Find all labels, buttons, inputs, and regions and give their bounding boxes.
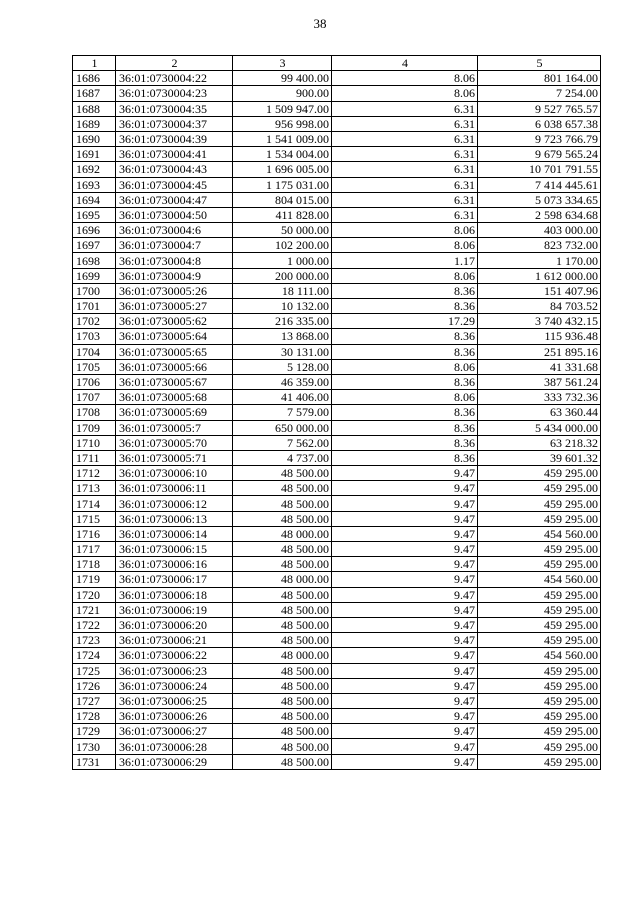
area-cell: 30 131.00 bbox=[233, 344, 332, 359]
area-cell: 99 400.00 bbox=[233, 71, 332, 86]
cadastral-number-cell: 36:01:0730005:27 bbox=[116, 299, 233, 314]
table-row bbox=[73, 86, 601, 101]
rate-cell: 9.47 bbox=[332, 572, 478, 587]
rate-cell: 8.06 bbox=[332, 71, 478, 86]
value-cell: 115 936.48 bbox=[478, 329, 601, 344]
rate-cell: 9.47 bbox=[332, 542, 478, 557]
row-number-cell: 1713 bbox=[73, 481, 116, 496]
value-cell: 459 295.00 bbox=[478, 693, 601, 708]
value-cell: 454 560.00 bbox=[478, 526, 601, 541]
value-cell: 459 295.00 bbox=[478, 739, 601, 754]
row-number-cell: 1692 bbox=[73, 162, 116, 177]
area-cell: 804 015.00 bbox=[233, 192, 332, 207]
cadastral-number-cell: 36:01:0730004:43 bbox=[116, 162, 233, 177]
cadastral-number-cell: 36:01:0730006:15 bbox=[116, 542, 233, 557]
row-number-cell: 1720 bbox=[73, 587, 116, 602]
area-cell: 48 500.00 bbox=[233, 724, 332, 739]
area-cell: 48 500.00 bbox=[233, 602, 332, 617]
value-cell: 9 527 765.57 bbox=[478, 101, 601, 116]
cadastral-number-cell: 36:01:0730006:28 bbox=[116, 739, 233, 754]
row-number-cell: 1700 bbox=[73, 283, 116, 298]
rate-cell: 6.31 bbox=[332, 116, 478, 131]
table-row bbox=[73, 207, 601, 222]
table-header-row bbox=[73, 56, 601, 71]
table-row bbox=[73, 268, 601, 283]
cadastral-number-cell: 36:01:0730005:26 bbox=[116, 283, 233, 298]
cadastral-number-cell: 36:01:0730006:19 bbox=[116, 602, 233, 617]
table-row bbox=[73, 602, 601, 617]
row-number-cell: 1722 bbox=[73, 617, 116, 632]
row-number-cell: 1703 bbox=[73, 329, 116, 344]
area-cell: 650 000.00 bbox=[233, 420, 332, 435]
value-cell: 459 295.00 bbox=[478, 511, 601, 526]
cadastral-number-cell: 36:01:0730006:23 bbox=[116, 663, 233, 678]
rate-cell: 8.36 bbox=[332, 420, 478, 435]
area-cell: 46 359.00 bbox=[233, 374, 332, 389]
area-cell: 48 000.00 bbox=[233, 526, 332, 541]
area-cell: 1 534 004.00 bbox=[233, 147, 332, 162]
area-cell: 48 500.00 bbox=[233, 496, 332, 511]
row-number-cell: 1697 bbox=[73, 238, 116, 253]
area-cell: 7 562.00 bbox=[233, 435, 332, 450]
cadastral-number-cell: 36:01:0730005:62 bbox=[116, 314, 233, 329]
cadastral-number-cell: 36:01:0730004:23 bbox=[116, 86, 233, 101]
rate-cell: 9.47 bbox=[332, 648, 478, 663]
rate-cell: 6.31 bbox=[332, 147, 478, 162]
table-row bbox=[73, 405, 601, 420]
row-number-cell: 1711 bbox=[73, 450, 116, 465]
cadastral-number-cell: 36:01:0730005:70 bbox=[116, 435, 233, 450]
row-number-cell: 1728 bbox=[73, 709, 116, 724]
row-number-cell: 1727 bbox=[73, 693, 116, 708]
cadastral-number-cell: 36:01:0730005:69 bbox=[116, 405, 233, 420]
rate-cell: 8.06 bbox=[332, 223, 478, 238]
rate-cell: 8.06 bbox=[332, 86, 478, 101]
area-cell: 956 998.00 bbox=[233, 116, 332, 131]
row-number-cell: 1730 bbox=[73, 739, 116, 754]
value-cell: 7 414 445.61 bbox=[478, 177, 601, 192]
cadastral-number-cell: 36:01:0730005:66 bbox=[116, 359, 233, 374]
value-cell: 459 295.00 bbox=[478, 481, 601, 496]
rate-cell: 8.36 bbox=[332, 344, 478, 359]
cadastral-number-cell: 36:01:0730004:22 bbox=[116, 71, 233, 86]
cadastral-number-cell: 36:01:0730006:17 bbox=[116, 572, 233, 587]
value-cell: 333 732.36 bbox=[478, 390, 601, 405]
row-number-cell: 1688 bbox=[73, 101, 116, 116]
table-row bbox=[73, 496, 601, 511]
rate-cell: 6.31 bbox=[332, 162, 478, 177]
row-number-cell: 1729 bbox=[73, 724, 116, 739]
rate-cell: 8.06 bbox=[332, 390, 478, 405]
value-cell: 41 331.68 bbox=[478, 359, 601, 374]
rate-cell: 9.47 bbox=[332, 739, 478, 754]
rate-cell: 9.47 bbox=[332, 496, 478, 511]
column-header-2: 2 bbox=[116, 56, 233, 71]
value-cell: 2 598 634.68 bbox=[478, 207, 601, 222]
rate-cell: 9.47 bbox=[332, 557, 478, 572]
row-number-cell: 1710 bbox=[73, 435, 116, 450]
table-row bbox=[73, 724, 601, 739]
column-header-1: 1 bbox=[73, 56, 116, 71]
cadastral-number-cell: 36:01:0730006:18 bbox=[116, 587, 233, 602]
area-cell: 48 500.00 bbox=[233, 709, 332, 724]
rate-cell: 8.06 bbox=[332, 268, 478, 283]
value-cell: 801 164.00 bbox=[478, 71, 601, 86]
area-cell: 48 500.00 bbox=[233, 617, 332, 632]
cadastral-number-cell: 36:01:0730004:45 bbox=[116, 177, 233, 192]
table-row bbox=[73, 283, 601, 298]
column-header-4: 4 bbox=[332, 56, 478, 71]
row-number-cell: 1702 bbox=[73, 314, 116, 329]
cadastral-number-cell: 36:01:0730006:13 bbox=[116, 511, 233, 526]
page-number: 38 bbox=[313, 16, 327, 31]
table-row bbox=[73, 374, 601, 389]
rate-cell: 6.31 bbox=[332, 101, 478, 116]
value-cell: 454 560.00 bbox=[478, 648, 601, 663]
cadastral-number-cell: 36:01:0730004:8 bbox=[116, 253, 233, 268]
row-number-cell: 1715 bbox=[73, 511, 116, 526]
value-cell: 459 295.00 bbox=[478, 496, 601, 511]
table-row bbox=[73, 572, 601, 587]
area-cell: 48 500.00 bbox=[233, 693, 332, 708]
rate-cell: 1.17 bbox=[332, 253, 478, 268]
area-cell: 48 000.00 bbox=[233, 648, 332, 663]
cadastral-number-cell: 36:01:0730006:10 bbox=[116, 466, 233, 481]
rate-cell: 9.47 bbox=[332, 511, 478, 526]
rate-cell: 9.47 bbox=[332, 481, 478, 496]
cadastral-number-cell: 36:01:0730006:12 bbox=[116, 496, 233, 511]
table-row bbox=[73, 390, 601, 405]
cadastral-number-cell: 36:01:0730004:41 bbox=[116, 147, 233, 162]
table-row bbox=[73, 587, 601, 602]
row-number-cell: 1704 bbox=[73, 344, 116, 359]
value-cell: 459 295.00 bbox=[478, 466, 601, 481]
value-cell: 39 601.32 bbox=[478, 450, 601, 465]
cadastral-number-cell: 36:01:0730006:29 bbox=[116, 754, 233, 769]
area-cell: 48 500.00 bbox=[233, 663, 332, 678]
area-cell: 1 696 005.00 bbox=[233, 162, 332, 177]
area-cell: 48 500.00 bbox=[233, 633, 332, 648]
row-number-cell: 1701 bbox=[73, 299, 116, 314]
rate-cell: 9.47 bbox=[332, 709, 478, 724]
value-cell: 459 295.00 bbox=[478, 587, 601, 602]
area-cell: 102 200.00 bbox=[233, 238, 332, 253]
value-cell: 6 038 657.38 bbox=[478, 116, 601, 131]
row-number-cell: 1712 bbox=[73, 466, 116, 481]
row-number-cell: 1686 bbox=[73, 71, 116, 86]
cadastral-number-cell: 36:01:0730004:39 bbox=[116, 131, 233, 146]
row-number-cell: 1695 bbox=[73, 207, 116, 222]
area-cell: 1 000.00 bbox=[233, 253, 332, 268]
row-number-cell: 1707 bbox=[73, 390, 116, 405]
cadastral-number-cell: 36:01:0730005:64 bbox=[116, 329, 233, 344]
table-row bbox=[73, 557, 601, 572]
value-cell: 459 295.00 bbox=[478, 602, 601, 617]
value-cell: 459 295.00 bbox=[478, 557, 601, 572]
row-number-cell: 1718 bbox=[73, 557, 116, 572]
rate-cell: 9.47 bbox=[332, 663, 478, 678]
value-cell: 5 434 000.00 bbox=[478, 420, 601, 435]
table-row bbox=[73, 177, 601, 192]
row-number-cell: 1731 bbox=[73, 754, 116, 769]
table-row bbox=[73, 116, 601, 131]
row-number-cell: 1705 bbox=[73, 359, 116, 374]
table-row bbox=[73, 754, 601, 769]
value-cell: 459 295.00 bbox=[478, 617, 601, 632]
rate-cell: 9.47 bbox=[332, 602, 478, 617]
area-cell: 216 335.00 bbox=[233, 314, 332, 329]
cadastral-number-cell: 36:01:0730005:67 bbox=[116, 374, 233, 389]
area-cell: 48 500.00 bbox=[233, 466, 332, 481]
rate-cell: 8.36 bbox=[332, 329, 478, 344]
row-number-cell: 1699 bbox=[73, 268, 116, 283]
cadastral-number-cell: 36:01:0730004:6 bbox=[116, 223, 233, 238]
column-header-3: 3 bbox=[233, 56, 332, 71]
area-cell: 48 000.00 bbox=[233, 572, 332, 587]
table-row bbox=[73, 633, 601, 648]
value-cell: 823 732.00 bbox=[478, 238, 601, 253]
row-number-cell: 1698 bbox=[73, 253, 116, 268]
row-number-cell: 1690 bbox=[73, 131, 116, 146]
table-row bbox=[73, 314, 601, 329]
rate-cell: 9.47 bbox=[332, 754, 478, 769]
table-row bbox=[73, 709, 601, 724]
area-cell: 50 000.00 bbox=[233, 223, 332, 238]
area-cell: 1 541 009.00 bbox=[233, 131, 332, 146]
area-cell: 18 111.00 bbox=[233, 283, 332, 298]
table-row bbox=[73, 481, 601, 496]
row-number-cell: 1706 bbox=[73, 374, 116, 389]
row-number-cell: 1726 bbox=[73, 678, 116, 693]
row-number-cell: 1716 bbox=[73, 526, 116, 541]
rate-cell: 8.36 bbox=[332, 299, 478, 314]
area-cell: 48 500.00 bbox=[233, 754, 332, 769]
cadastral-number-cell: 36:01:0730004:37 bbox=[116, 116, 233, 131]
row-number-cell: 1687 bbox=[73, 86, 116, 101]
value-cell: 63 218.32 bbox=[478, 435, 601, 450]
area-cell: 1 509 947.00 bbox=[233, 101, 332, 116]
rate-cell: 8.06 bbox=[332, 359, 478, 374]
table-row bbox=[73, 450, 601, 465]
value-cell: 387 561.24 bbox=[478, 374, 601, 389]
row-number-cell: 1724 bbox=[73, 648, 116, 663]
table-row bbox=[73, 663, 601, 678]
table-row bbox=[73, 329, 601, 344]
value-cell: 459 295.00 bbox=[478, 754, 601, 769]
table-row bbox=[73, 511, 601, 526]
cadastral-number-cell: 36:01:0730006:14 bbox=[116, 526, 233, 541]
rate-cell: 9.47 bbox=[332, 678, 478, 693]
value-cell: 459 295.00 bbox=[478, 633, 601, 648]
table-row bbox=[73, 192, 601, 207]
row-number-cell: 1691 bbox=[73, 147, 116, 162]
cadastral-number-cell: 36:01:0730006:24 bbox=[116, 678, 233, 693]
rate-cell: 9.47 bbox=[332, 617, 478, 632]
rate-cell: 8.06 bbox=[332, 238, 478, 253]
cadastral-number-cell: 36:01:0730005:65 bbox=[116, 344, 233, 359]
cadastral-number-cell: 36:01:0730004:7 bbox=[116, 238, 233, 253]
area-cell: 48 500.00 bbox=[233, 739, 332, 754]
table-row bbox=[73, 147, 601, 162]
rate-cell: 8.36 bbox=[332, 450, 478, 465]
area-cell: 48 500.00 bbox=[233, 678, 332, 693]
area-cell: 411 828.00 bbox=[233, 207, 332, 222]
rate-cell: 8.36 bbox=[332, 405, 478, 420]
rate-cell: 9.47 bbox=[332, 526, 478, 541]
row-number-cell: 1708 bbox=[73, 405, 116, 420]
area-cell: 200 000.00 bbox=[233, 268, 332, 283]
table-row bbox=[73, 223, 601, 238]
area-cell: 13 868.00 bbox=[233, 329, 332, 344]
rate-cell: 8.36 bbox=[332, 435, 478, 450]
rate-cell: 8.36 bbox=[332, 283, 478, 298]
value-cell: 454 560.00 bbox=[478, 572, 601, 587]
value-cell: 84 703.52 bbox=[478, 299, 601, 314]
table-row bbox=[73, 131, 601, 146]
table-row bbox=[73, 420, 601, 435]
area-cell: 5 128.00 bbox=[233, 359, 332, 374]
row-number-cell: 1696 bbox=[73, 223, 116, 238]
area-cell: 4 737.00 bbox=[233, 450, 332, 465]
value-cell: 459 295.00 bbox=[478, 709, 601, 724]
area-cell: 48 500.00 bbox=[233, 481, 332, 496]
area-cell: 900.00 bbox=[233, 86, 332, 101]
cadastral-number-cell: 36:01:0730006:11 bbox=[116, 481, 233, 496]
table-row bbox=[73, 71, 601, 86]
rate-cell: 9.47 bbox=[332, 724, 478, 739]
row-number-cell: 1693 bbox=[73, 177, 116, 192]
cadastral-value-table bbox=[72, 55, 601, 770]
row-number-cell: 1721 bbox=[73, 602, 116, 617]
value-cell: 3 740 432.15 bbox=[478, 314, 601, 329]
rate-cell: 6.31 bbox=[332, 131, 478, 146]
row-number-cell: 1714 bbox=[73, 496, 116, 511]
table-row bbox=[73, 359, 601, 374]
rate-cell: 6.31 bbox=[332, 192, 478, 207]
rate-cell: 9.47 bbox=[332, 693, 478, 708]
cadastral-number-cell: 36:01:0730004:50 bbox=[116, 207, 233, 222]
cadastral-number-cell: 36:01:0730006:21 bbox=[116, 633, 233, 648]
cadastral-number-cell: 36:01:0730006:25 bbox=[116, 693, 233, 708]
table-row bbox=[73, 101, 601, 116]
value-cell: 151 407.96 bbox=[478, 283, 601, 298]
area-cell: 48 500.00 bbox=[233, 511, 332, 526]
rate-cell: 9.47 bbox=[332, 466, 478, 481]
value-cell: 403 000.00 bbox=[478, 223, 601, 238]
cadastral-number-cell: 36:01:0730004:47 bbox=[116, 192, 233, 207]
table-row bbox=[73, 466, 601, 481]
table-row bbox=[73, 238, 601, 253]
area-cell: 1 175 031.00 bbox=[233, 177, 332, 192]
value-cell: 63 360.44 bbox=[478, 405, 601, 420]
value-cell: 1 612 000.00 bbox=[478, 268, 601, 283]
cadastral-number-cell: 36:01:0730006:16 bbox=[116, 557, 233, 572]
table-row bbox=[73, 253, 601, 268]
value-cell: 9 723 766.79 bbox=[478, 131, 601, 146]
table-row bbox=[73, 739, 601, 754]
table-row bbox=[73, 435, 601, 450]
cadastral-number-cell: 36:01:0730006:27 bbox=[116, 724, 233, 739]
table-row bbox=[73, 542, 601, 557]
rate-cell: 17.29 bbox=[332, 314, 478, 329]
cadastral-number-cell: 36:01:0730006:26 bbox=[116, 709, 233, 724]
cadastral-number-cell: 36:01:0730005:68 bbox=[116, 390, 233, 405]
cadastral-number-cell: 36:01:0730006:20 bbox=[116, 617, 233, 632]
table-row bbox=[73, 299, 601, 314]
rate-cell: 9.47 bbox=[332, 633, 478, 648]
value-cell: 1 170.00 bbox=[478, 253, 601, 268]
value-cell: 459 295.00 bbox=[478, 542, 601, 557]
row-number-cell: 1709 bbox=[73, 420, 116, 435]
table-row bbox=[73, 693, 601, 708]
row-number-cell: 1689 bbox=[73, 116, 116, 131]
row-number-cell: 1719 bbox=[73, 572, 116, 587]
area-cell: 48 500.00 bbox=[233, 557, 332, 572]
table-body bbox=[73, 71, 601, 770]
value-cell: 10 701 791.55 bbox=[478, 162, 601, 177]
area-cell: 7 579.00 bbox=[233, 405, 332, 420]
table-row bbox=[73, 648, 601, 663]
table-row bbox=[73, 344, 601, 359]
cadastral-number-cell: 36:01:0730005:7 bbox=[116, 420, 233, 435]
row-number-cell: 1725 bbox=[73, 663, 116, 678]
rate-cell: 6.31 bbox=[332, 207, 478, 222]
rate-cell: 9.47 bbox=[332, 587, 478, 602]
table-row bbox=[73, 162, 601, 177]
value-cell: 7 254.00 bbox=[478, 86, 601, 101]
cadastral-number-cell: 36:01:0730004:35 bbox=[116, 101, 233, 116]
rate-cell: 8.36 bbox=[332, 374, 478, 389]
rate-cell: 6.31 bbox=[332, 177, 478, 192]
area-cell: 10 132.00 bbox=[233, 299, 332, 314]
table-row bbox=[73, 617, 601, 632]
row-number-cell: 1717 bbox=[73, 542, 116, 557]
value-cell: 459 295.00 bbox=[478, 678, 601, 693]
area-cell: 48 500.00 bbox=[233, 542, 332, 557]
cadastral-number-cell: 36:01:0730005:71 bbox=[116, 450, 233, 465]
value-cell: 9 679 565.24 bbox=[478, 147, 601, 162]
value-cell: 5 073 334.65 bbox=[478, 192, 601, 207]
value-cell: 251 895.16 bbox=[478, 344, 601, 359]
column-header-5: 5 bbox=[478, 56, 601, 71]
value-cell: 459 295.00 bbox=[478, 663, 601, 678]
cadastral-number-cell: 36:01:0730006:22 bbox=[116, 648, 233, 663]
table-row bbox=[73, 678, 601, 693]
area-cell: 48 500.00 bbox=[233, 587, 332, 602]
row-number-cell: 1723 bbox=[73, 633, 116, 648]
value-cell: 459 295.00 bbox=[478, 724, 601, 739]
row-number-cell: 1694 bbox=[73, 192, 116, 207]
cadastral-number-cell: 36:01:0730004:9 bbox=[116, 268, 233, 283]
table-row bbox=[73, 526, 601, 541]
area-cell: 41 406.00 bbox=[233, 390, 332, 405]
